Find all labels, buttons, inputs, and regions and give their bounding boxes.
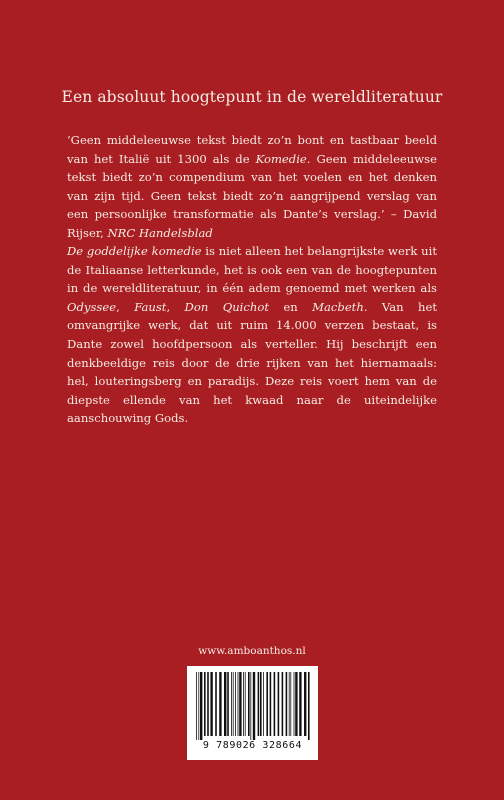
- barcode-bar: [231, 672, 232, 736]
- separator: ,: [116, 299, 135, 314]
- barcode-bar: [266, 672, 268, 736]
- description: [67, 242, 437, 428]
- press-quote: [67, 131, 437, 243]
- barcode-bar: [215, 672, 217, 736]
- barcode-bar: [299, 672, 301, 736]
- isbn-number: 9 789026 328664: [202, 740, 303, 751]
- barcode-bar: [260, 672, 262, 736]
- barcode-bar: [250, 672, 251, 740]
- description-text-2: . Van het omvangrijke werk, dat uit ruim 14.000 verzen bestaat, is Dante zowel hoofdpersoon als verteller. Hij beschrijft een denkbeeldige reis door de drie rijken van het hiernamaals: hel, louteringsberg en paradijs. Deze reis voert hem van de diepste ellende van het kwaad naar de uiteindelijke aanschouwing Gods.: [67, 299, 437, 426]
- barcode-bar: [243, 672, 244, 736]
- barcode-bar: [289, 672, 290, 736]
- work-faust: Faust: [134, 299, 167, 314]
- barcode-bar: [219, 672, 221, 736]
- barcode-bar: [224, 672, 226, 736]
- barcode-bar: [290, 672, 291, 736]
- barcode-bar: [198, 672, 199, 740]
- description-text-1: is niet alleen het belangrijkste werk uit de Italiaanse letterkunde, het is ook een van de hoogtepunten in de wereldliteratuur, in één adem genoemd met werken als: [67, 244, 437, 296]
- barcode-bar: [200, 672, 202, 740]
- barcode-bar: [204, 672, 206, 736]
- work-don-quichot: Don Quichot: [184, 299, 269, 314]
- barcode-bar: [207, 672, 209, 736]
- headline: Een absoluut hoogtepunt in de wereldliteratuur: [61, 88, 443, 106]
- barcode-bar: [258, 672, 260, 736]
- barcode-bar: [308, 672, 310, 740]
- barcode-bar: [274, 672, 276, 736]
- separator: en: [268, 299, 313, 314]
- barcode-bar: [253, 672, 255, 740]
- barcode-bar: [238, 672, 239, 736]
- barcode-bar: [239, 672, 241, 736]
- barcode-bar: [282, 672, 284, 736]
- barcode-bar: [295, 672, 297, 736]
- quote-text-1: ‘Geen middeleeuwse tekst biedt zo’n bont en tastbaar beeld van het Italië uit 1300 als de: [67, 133, 437, 166]
- separator: ,: [166, 299, 185, 314]
- barcode-bar: [278, 672, 280, 736]
- barcode-bar: [294, 672, 295, 736]
- barcode-bar: [235, 672, 236, 736]
- barcode-bar: [245, 672, 246, 736]
- work-macbeth: Macbeth: [312, 299, 364, 314]
- barcode-bar: [196, 672, 197, 740]
- quote-italic-komedie: Komedie: [255, 151, 307, 166]
- barcode-bars: [194, 672, 311, 740]
- barcode-bar: [210, 672, 212, 736]
- book-title: De goddelijke komedie: [67, 244, 202, 258]
- isbn-barcode: [187, 666, 318, 760]
- barcode-bar: [304, 672, 306, 736]
- barcode-bar: [233, 672, 234, 736]
- quote-source: NRC Handelsblad: [107, 225, 213, 240]
- work-odyssee: Odyssee: [67, 299, 117, 314]
- barcode-bar: [248, 672, 250, 736]
- quote-text-2: . Geen middeleeuwse tekst biedt zo’n compendium van het voelen en het denken van zijn tijd. Geen tekst biedt zo’n aangrijpend verslag van een persoonlijke transformatie als Dante’s verslag.’ – David Rijser,: [67, 151, 437, 240]
- barcode-bar: [286, 672, 288, 736]
- barcode-bar: [263, 672, 264, 736]
- barcode-bar: [227, 672, 229, 736]
- barcode-bar: [270, 672, 272, 736]
- publisher-url[interactable]: www.amboanthos.nl: [198, 645, 306, 657]
